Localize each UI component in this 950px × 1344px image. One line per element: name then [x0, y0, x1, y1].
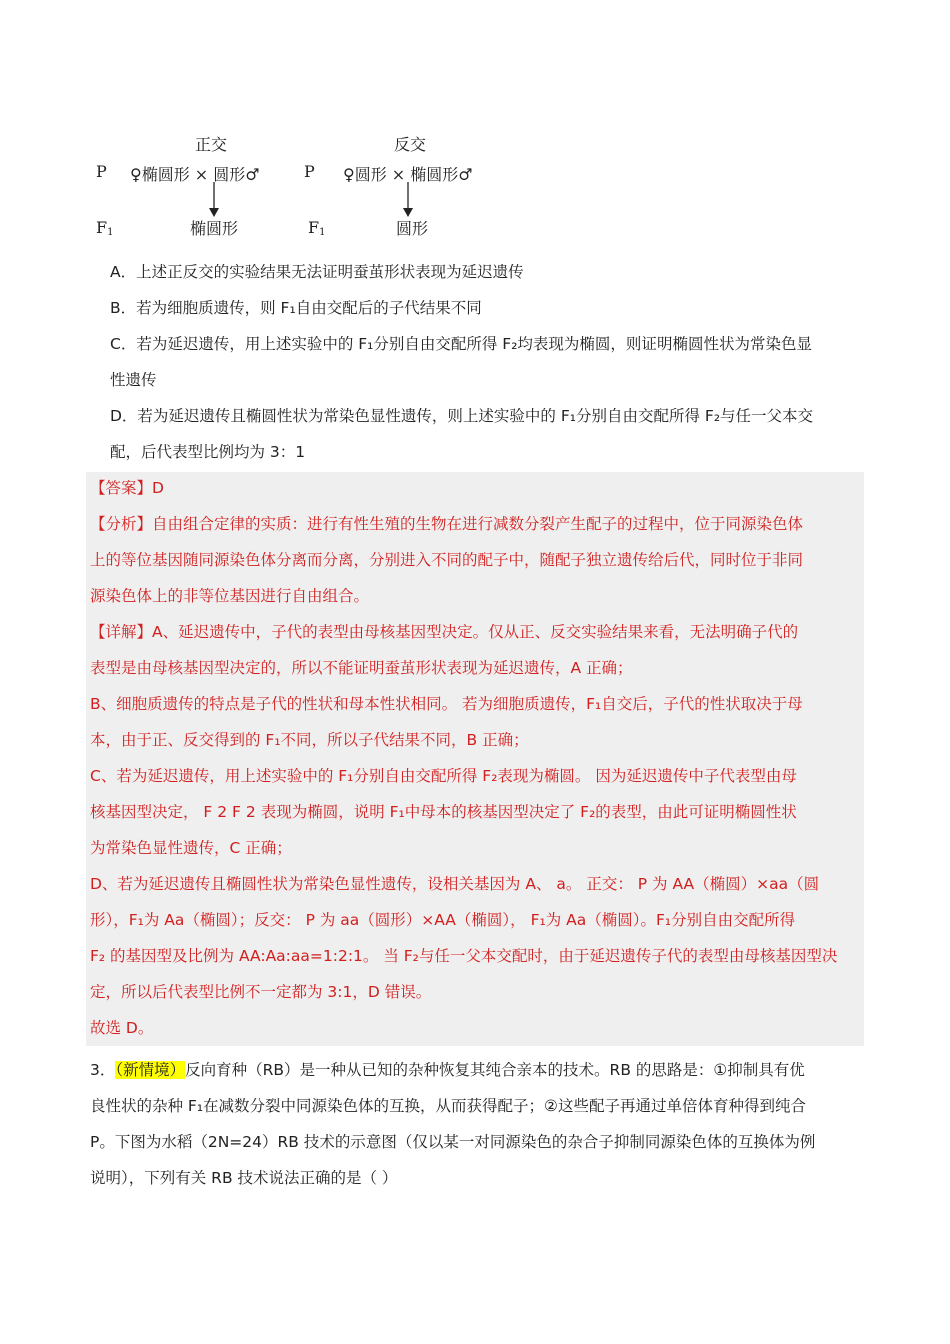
conclusion-line: 故选 D。 — [90, 1019, 154, 1037]
question3-line1: 3．（新情境）反向育种（RB）是一种从已知的杂种恢复其纯合亲本的技术。RB 的思路是：①抑制具有优 — [90, 1061, 805, 1079]
option-c-line1: C．若为延迟遗传，用上述实验中的 F₁分别自由交配所得 F₂均表现为椭圆，则证明椭圆性状为常染色显 — [110, 335, 812, 353]
question3-line4: 说明），下列有关 RB 技术说法正确的是（ ） — [90, 1169, 398, 1187]
right-result: 圆形 — [396, 219, 429, 238]
question3-line2: 良性状的杂种 F₁在减数分裂中同源染色体的互换，从而获得配子；②这些配子再通过单倍体育种得到纯合 — [90, 1097, 806, 1115]
left-cross: ♀椭圆形 × 圆形♂ — [130, 165, 260, 184]
option-d-line1: D．若为延迟遗传且椭圆性状为常染色显性遗传，则上述实验中的 F₁分别自由交配所得 F₂与任一父本交 — [110, 407, 814, 425]
detail-line8: D、若为延迟遗传且椭圆性状为常染色显性遗传，设相关基因为 A、 a。 正交： P 为 AA（椭圆）×aa（圆 — [90, 875, 820, 893]
detail-line3: B、细胞质遗传的特点是子代的性状和母本性状相同。 若为细胞质遗传，F₁自交后，子代的性状取决于母 — [90, 695, 803, 713]
detail-line6: 核基因型决定， F 2 F 2 表现为椭圆，说明 F₁中母本的核基因型决定了 F₂的表型，由此可证明椭圆性状 — [90, 803, 797, 821]
right-cross: ♀圆形 × 椭圆形♂ — [343, 165, 473, 184]
option-d-line2: 配，后代表型比例均为 3：1 — [110, 443, 306, 461]
detail-line11: 定，所以后代表型比例不一定都为 3:1，D 错误。 — [90, 983, 432, 1001]
fanjiao-title: 反交 — [394, 135, 427, 154]
answer-line: 【答案】D — [90, 479, 164, 497]
p-label-right: P — [304, 162, 315, 181]
detail-line7: 为常染色显性遗传，C 正确； — [90, 839, 292, 857]
detail-line5: C、若为延迟遗传，用上述实验中的 F₁分别自由交配所得 F₂表现为椭圆。 因为延迟遗传中子代表型由母 — [90, 767, 797, 785]
question-number: 3． — [90, 1061, 116, 1079]
zhengjiao-title: 正交 — [195, 135, 228, 154]
option-c-line2: 性遗传 — [110, 371, 157, 389]
left-result: 椭圆形 — [190, 219, 239, 238]
f1-label-left: $F_1$ — [96, 218, 114, 238]
question3-line3: P。下图为水稻（2N=24）RB 技术的示意图（仅以某一对同源染色的杂合子抑制同源染色体的互换体为例 — [90, 1133, 816, 1151]
left-arrow — [200, 180, 230, 220]
f1-label-right: $F_1$ — [308, 218, 326, 238]
detail-line4: 本，由于正、反交得到的 F₁不同，所以子代结果不同，B 正确； — [90, 731, 529, 749]
new-context-tag: （新情境） — [115, 1061, 186, 1079]
right-arrow — [394, 180, 424, 220]
option-a: A．上述正反交的实验结果无法证明蚕茧形状表现为延迟遗传 — [110, 263, 524, 281]
option-b: B．若为细胞质遗传，则 F₁自由交配后的子代结果不同 — [110, 299, 482, 317]
analysis-line1: 【分析】自由组合定律的实质：进行有性生殖的生物在进行减数分裂产生配子的过程中，位于同源染色体 — [90, 515, 804, 533]
p-label-left: P — [96, 162, 107, 181]
detail-line9: 形），F₁为 Aa（椭圆）；反交： P 为 aa（圆形）×AA（椭圆）， F₁为 Aa（椭圆）。F₁分别自由交配所得 — [90, 911, 796, 929]
detail-line1: 【详解】A、延迟遗传中，子代的表型由母核基因型决定。仅从正、反交实验结果来看，无法明确子代的 — [90, 623, 799, 641]
analysis-line2: 上的等位基因随同源染色体分离而分离，分别进入不同的配子中，随配子独立遗传给后代，同时位于非同 — [90, 551, 804, 569]
analysis-line3: 源染色体上的非等位基因进行自由组合。 — [90, 587, 370, 605]
detail-line2: 表型是由母核基因型决定的，所以不能证明蚕茧形状表现为延迟遗传，A 正确； — [90, 659, 633, 677]
detail-line10: F₂ 的基因型及比例为 AA:Aa:aa=1:2:1。 当 F₂与任一父本交配时，由于延迟遗传子代的表型由母核基因型决 — [90, 947, 838, 965]
